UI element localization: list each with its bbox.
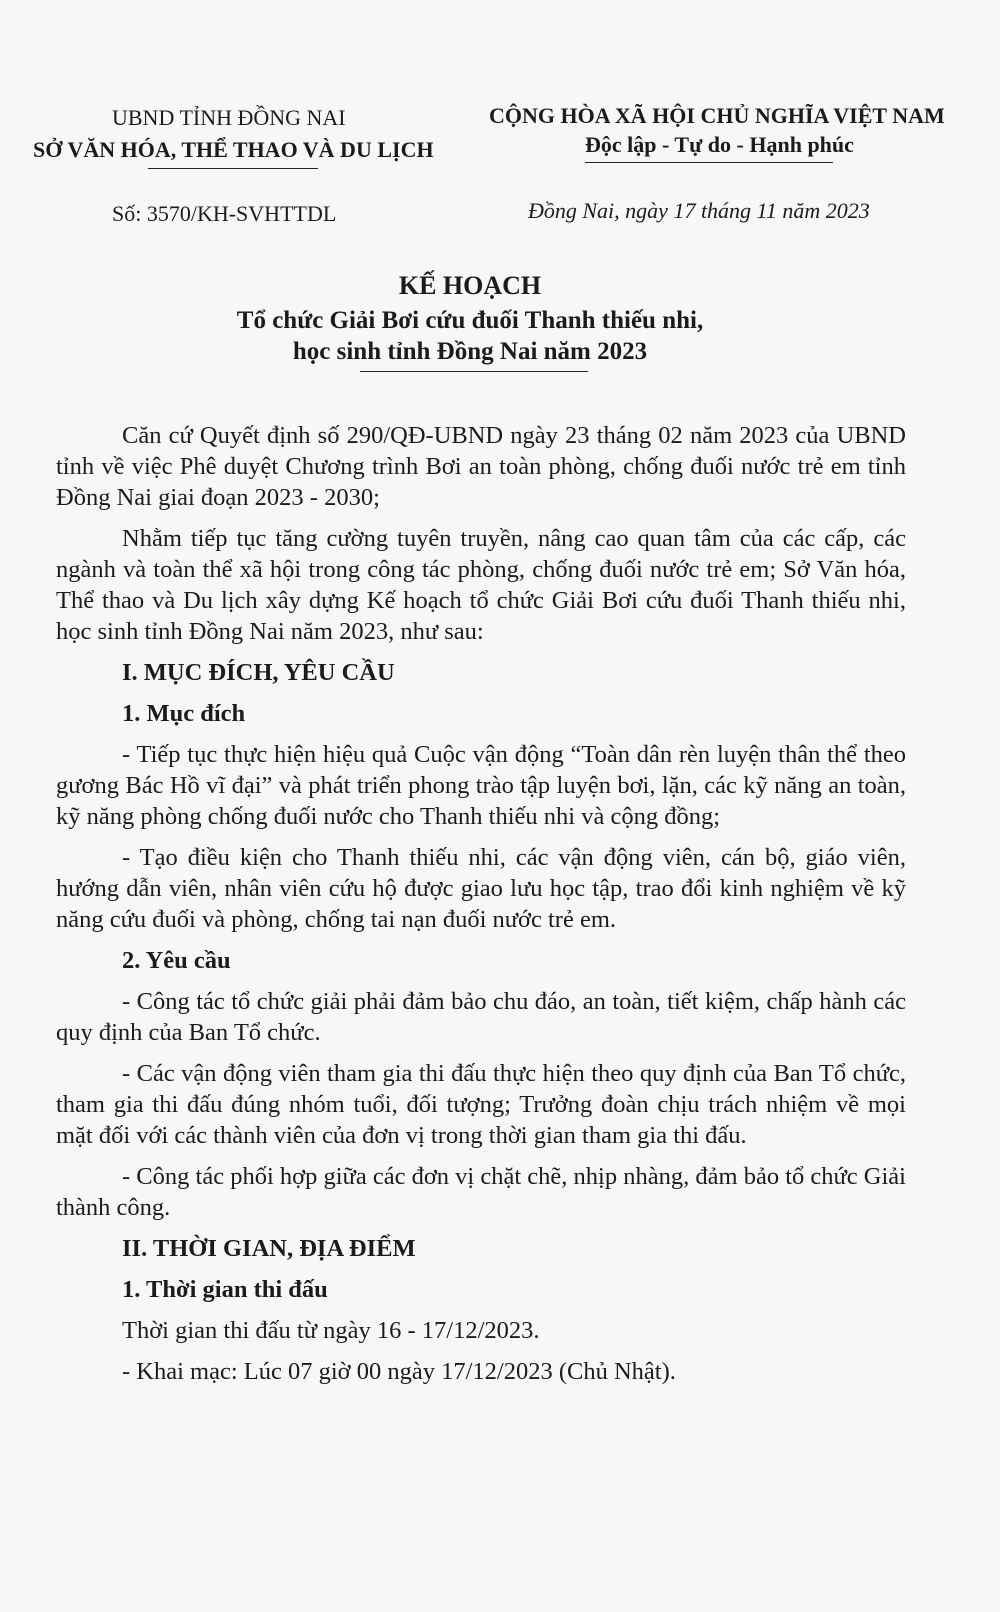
section-heading-2: II. THỜI GIAN, ĐỊA ĐIỂM bbox=[122, 1235, 416, 1262]
paragraph-competition-dates: Thời gian thi đấu từ ngày 16 - 17/12/2023. bbox=[122, 1317, 540, 1344]
subsection-heading-requirements: 2. Yêu cầu bbox=[122, 947, 231, 974]
paragraph-purpose-2: - Tạo điều kiện cho Thanh thiếu nhi, các vận động viên, cán bộ, giáo viên, hướng dẫn viên, nhân viên cứu hộ được giao lưu học tập, trao đổi kinh nghiệm về kỹ năng cứu đuối và phòng, chống tai nạn đuối nước trẻ em. bbox=[56, 844, 906, 933]
motto-underline bbox=[585, 162, 833, 163]
national-title: CỘNG HÒA XÃ HỘI CHỦ NGHĨA VIỆT NAM bbox=[489, 103, 945, 128]
section-heading-1: I. MỤC ĐÍCH, YÊU CẦU bbox=[122, 659, 395, 686]
document-title: KẾ HOẠCH bbox=[398, 271, 542, 300]
place-date: Đồng Nai, ngày 17 tháng 11 năm 2023 bbox=[528, 198, 870, 223]
paragraph-requirement-3: - Công tác phối hợp giữa các đơn vị chặt chẽ, nhịp nhàng, đảm bảo tổ chức Giải thành công. bbox=[56, 1163, 906, 1221]
title-underline bbox=[360, 371, 588, 372]
document-subtitle-2: học sinh tỉnh Đồng Nai năm 2023 bbox=[292, 338, 648, 365]
subsection-heading-time: 1. Thời gian thi đấu bbox=[122, 1276, 328, 1303]
paragraph-purpose-1: - Tiếp tục thực hiện hiệu quả Cuộc vận động “Toàn dân rèn luyện thân thể theo gương Bác Hồ vĩ đại” và phát triển phong trào tập luyện bơi, lặn, các kỹ năng an toàn, kỹ năng phòng chống đuối nước cho Thanh thiếu nhi và cộng đồng; bbox=[56, 741, 906, 830]
document-number: Số: 3570/KH-SVHTTDL bbox=[112, 201, 337, 226]
document-body bbox=[56, 420, 906, 1397]
national-motto: Độc lập - Tự do - Hạnh phúc bbox=[585, 132, 854, 157]
paragraph-purpose-intro: Nhằm tiếp tục tăng cường tuyên truyền, nâng cao quan tâm của các cấp, các ngành và toàn thể xã hội trong công tác phòng, chống đuối nước trẻ em; Sở Văn hóa, Thể thao và Du lịch xây dựng Kế hoạch tổ chức Giải Bơi cứu đuối Thanh thiếu nhi, học sinh tỉnh Đồng Nai năm 2023, như sau: bbox=[56, 525, 906, 645]
paragraph-legal-basis: Căn cứ Quyết định số 290/QĐ-UBND ngày 23 tháng 02 năm 2023 của UBND tỉnh về việc Phê duyệt Chương trình Bơi an toàn phòng, chống đuối nước trẻ em tỉnh Đồng Nai giai đoạn 2023 - 2030; bbox=[56, 422, 906, 511]
issuer-line-1: UBND TỈNH ĐỒNG NAI bbox=[112, 105, 346, 130]
issuer-line-2: SỞ VĂN HÓA, THỂ THAO VÀ DU LỊCH bbox=[33, 137, 434, 162]
subsection-heading-purpose: 1. Mục đích bbox=[122, 700, 246, 727]
paragraph-requirement-2: - Các vận động viên tham gia thi đấu thực hiện theo quy định của Ban Tổ chức, tham gia thi đấu đúng nhóm tuổi, đối tượng; Trưởng đoàn chịu trách nhiệm về mọi mặt đối với các thành viên của đơn vị trong thời gian tham gia thi đấu. bbox=[56, 1060, 906, 1149]
document-subtitle-1: Tổ chức Giải Bơi cứu đuối Thanh thiếu nhi, bbox=[236, 307, 704, 334]
paragraph-requirement-1: - Công tác tổ chức giải phải đảm bảo chu đáo, an toàn, tiết kiệm, chấp hành các quy định của Ban Tổ chức. bbox=[56, 988, 906, 1046]
issuer-underline bbox=[148, 168, 318, 169]
paragraph-opening-ceremony: - Khai mạc: Lúc 07 giờ 00 ngày 17/12/2023 (Chủ Nhật). bbox=[122, 1358, 676, 1385]
